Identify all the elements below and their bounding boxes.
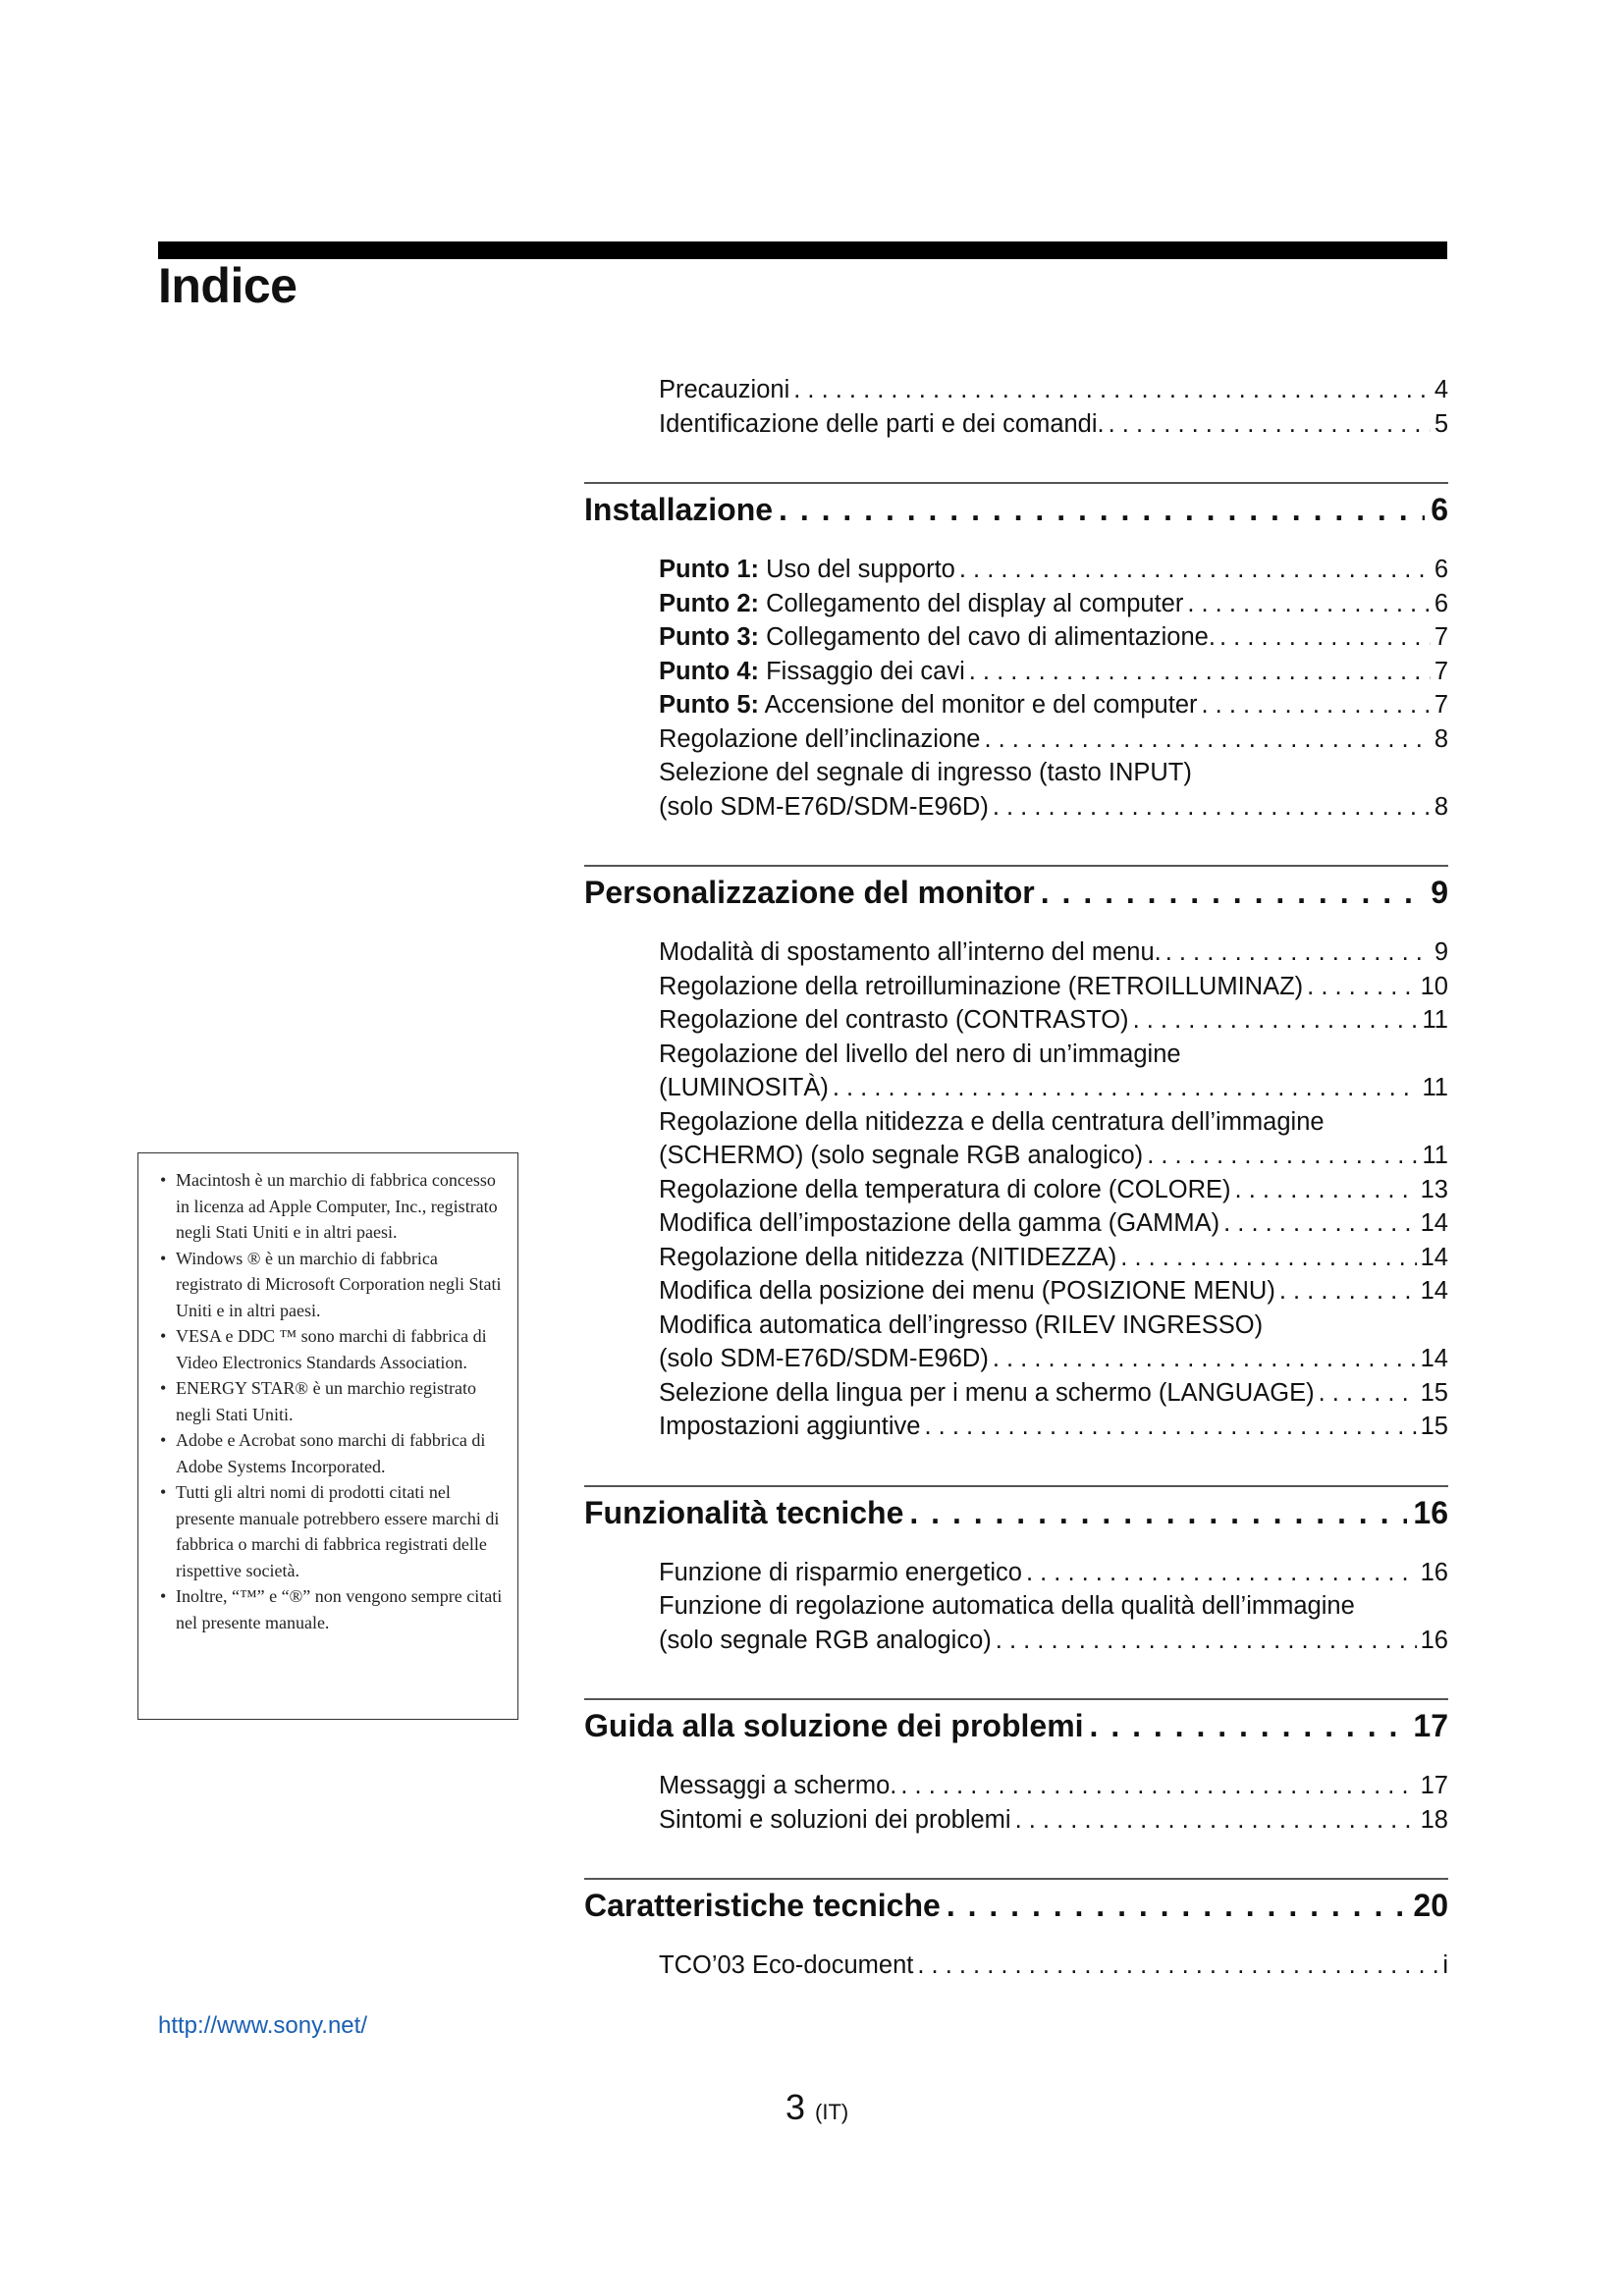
toc-entry-title bbox=[659, 1173, 1231, 1207]
section-rule bbox=[584, 482, 1448, 484]
toc-entry-title bbox=[659, 655, 965, 689]
section-page: 9 bbox=[1431, 875, 1448, 910]
toc-entry-page: 13 bbox=[1420, 1175, 1448, 1203]
table-of-contents bbox=[584, 373, 1448, 1983]
toc-entry-text: Modalità di spostamento all’interno del menu. bbox=[659, 938, 1162, 966]
toc-entry[interactable] bbox=[659, 1139, 1448, 1173]
toc-entry-text: Selezione della lingua per i menu a schermo (LANGUAGE) bbox=[659, 1378, 1315, 1407]
toc-entry[interactable] bbox=[659, 373, 1448, 407]
toc-entry[interactable] bbox=[659, 1173, 1448, 1207]
toc-entry-page: 16 bbox=[1420, 1626, 1448, 1654]
section-rule bbox=[584, 1485, 1448, 1487]
toc-entry-text: Regolazione della retroilluminazione (RETROILLUMINAZ) bbox=[659, 972, 1304, 1000]
toc-entry-page: 14 bbox=[1420, 1209, 1448, 1237]
toc-section bbox=[584, 1485, 1448, 1658]
toc-entry-page: 6 bbox=[1434, 589, 1448, 617]
toc-entry-title bbox=[659, 1592, 1355, 1620]
toc-leader-dots bbox=[917, 1949, 1438, 1983]
toc-section-heading[interactable] bbox=[584, 871, 1448, 914]
toc-entry-text: Funzione di regolazione automatica della qualità dell’immagine bbox=[659, 1592, 1355, 1620]
toc-leader-dots bbox=[959, 553, 1431, 587]
toc-leader-dots bbox=[1307, 970, 1416, 1004]
toc-entry-text: (solo SDM-E76D/SDM-E96D) bbox=[659, 792, 989, 821]
toc-entry-page: 17 bbox=[1420, 1772, 1448, 1799]
toc-entry-title bbox=[659, 1342, 989, 1376]
section-rule bbox=[584, 865, 1448, 867]
toc-entry-page: 15 bbox=[1420, 1378, 1448, 1407]
toc-entry[interactable] bbox=[659, 1003, 1448, 1038]
toc-entry-page: 8 bbox=[1434, 724, 1448, 753]
toc-leader-dots bbox=[947, 1884, 1408, 1927]
section-title: Guida alla soluzione dei problemi bbox=[584, 1708, 1084, 1743]
toc-entry-text: Collegamento del cavo di alimentazione. bbox=[759, 623, 1216, 651]
toc-entry-title bbox=[659, 1376, 1315, 1411]
toc-entry-title bbox=[659, 587, 1183, 621]
toc-entry[interactable] bbox=[659, 756, 1448, 790]
toc-entry-page: i bbox=[1442, 1951, 1448, 1979]
toc-entry[interactable] bbox=[659, 407, 1448, 442]
toc-entry[interactable] bbox=[659, 1206, 1448, 1241]
toc-leader-dots bbox=[1235, 1173, 1417, 1207]
toc-entry-title bbox=[659, 1949, 913, 1983]
toc-entry-step: Punto 2: bbox=[659, 589, 759, 617]
toc-section-heading[interactable] bbox=[584, 488, 1448, 531]
toc-entry-text: Collegamento del display al computer bbox=[759, 589, 1184, 617]
toc-entry-step: Punto 4: bbox=[659, 657, 759, 685]
toc-entry-text: Selezione del segnale di ingresso (tasto INPUT) bbox=[659, 759, 1192, 786]
sony-url-link[interactable]: http://www.sony.net/ bbox=[158, 2012, 367, 2039]
trademark-item: • Macintosh è un marchio di fabbrica concesso in licenza ad Apple Computer, Inc., registrato negli Stati Uniti e in altri paesi. bbox=[156, 1167, 504, 1246]
page-title: Indice bbox=[158, 258, 298, 313]
toc-leader-dots bbox=[996, 1624, 1417, 1658]
toc-entry[interactable] bbox=[659, 1038, 1448, 1072]
toc-leader-dots bbox=[1090, 1704, 1408, 1747]
toc-entry-text: Precauzioni bbox=[659, 376, 790, 403]
toc-entry[interactable] bbox=[659, 790, 1448, 825]
toc-entry-text: Regolazione della temperatura di colore (COLORE) bbox=[659, 1175, 1231, 1203]
toc-entry-text: Modifica automatica dell’ingresso (RILEV INGRESSO) bbox=[659, 1310, 1264, 1339]
trademark-item: • VESA e DDC ™ sono marchi di fabbrica di Video Electronics Standards Association. bbox=[156, 1323, 504, 1375]
toc-leader-dots bbox=[1041, 871, 1425, 914]
toc-leader-dots bbox=[1202, 688, 1431, 722]
toc-entry-page: 7 bbox=[1434, 691, 1448, 719]
toc-entry-title bbox=[659, 722, 980, 757]
section-page: 6 bbox=[1431, 492, 1448, 527]
toc-entry-page: 5 bbox=[1434, 409, 1448, 438]
toc-entry-text: Modifica dell’impostazione della gamma (GAMMA) bbox=[659, 1209, 1220, 1237]
toc-entry-page: 18 bbox=[1420, 1805, 1448, 1834]
toc-entry[interactable] bbox=[659, 1410, 1448, 1444]
toc-entry-text: Regolazione della nitidezza e della centratura dell’immagine bbox=[659, 1107, 1325, 1136]
toc-section-heading[interactable] bbox=[584, 1704, 1448, 1747]
section-rule bbox=[584, 1698, 1448, 1700]
toc-entry-text: Uso del supporto bbox=[759, 556, 955, 583]
toc-leader-dots bbox=[993, 1342, 1417, 1376]
section-page: 16 bbox=[1413, 1494, 1448, 1530]
toc-leader-dots bbox=[1219, 620, 1431, 655]
toc-entry-text: Impostazioni aggiuntive bbox=[659, 1413, 921, 1440]
trademark-notice bbox=[137, 1152, 518, 1720]
toc-entry-page: 10 bbox=[1420, 972, 1448, 1000]
toc-entry-page: 6 bbox=[1434, 556, 1448, 583]
toc-leader-dots bbox=[1015, 1803, 1417, 1838]
toc-entry-title bbox=[659, 1769, 896, 1803]
toc-entry-title bbox=[659, 1071, 829, 1105]
toc-entry-text: TCO’03 Eco-document bbox=[659, 1951, 914, 1979]
toc-entry[interactable] bbox=[659, 1803, 1448, 1838]
section-page: 20 bbox=[1413, 1888, 1448, 1923]
toc-entry-step: Punto 5: bbox=[659, 691, 759, 719]
toc-leader-dots bbox=[1109, 407, 1431, 442]
toc-entry-title bbox=[659, 373, 789, 407]
toc-entry-text: Fissaggio dei cavi bbox=[759, 657, 965, 685]
toc-entry[interactable] bbox=[659, 1949, 1448, 1983]
toc-entry-text: Funzione di risparmio energetico bbox=[659, 1558, 1022, 1586]
toc-entry-title bbox=[659, 1311, 1263, 1339]
toc-entry-step: Punto 1: bbox=[659, 556, 759, 583]
section-title: Installazione bbox=[584, 492, 774, 527]
trademark-item: • ENERGY STAR® è un marchio registrato negli Stati Uniti. bbox=[156, 1375, 504, 1427]
toc-leader-dots bbox=[969, 655, 1431, 689]
toc-entry-page: 15 bbox=[1420, 1413, 1448, 1440]
toc-entry-page: 11 bbox=[1422, 1006, 1448, 1034]
toc-leader-dots bbox=[779, 488, 1425, 531]
toc-leader-dots bbox=[984, 722, 1430, 757]
toc-leader-dots bbox=[833, 1071, 1419, 1105]
toc-entry-page: 8 bbox=[1434, 792, 1448, 821]
toc-entry-title bbox=[659, 970, 1303, 1004]
toc-entry-title bbox=[659, 1556, 1022, 1590]
toc-leader-dots bbox=[1026, 1556, 1417, 1590]
toc-entry[interactable] bbox=[659, 587, 1448, 621]
toc-entry-text: Regolazione della nitidezza (NITIDEZZA) bbox=[659, 1243, 1117, 1271]
toc-entry-text: Regolazione del contrasto (CONTRASTO) bbox=[659, 1006, 1129, 1034]
toc-entry-page: 7 bbox=[1434, 623, 1448, 651]
toc-entry-title bbox=[659, 553, 955, 587]
toc-entry-text: Modifica della posizione dei menu (POSIZIONE MENU) bbox=[659, 1277, 1275, 1305]
toc-entry[interactable] bbox=[659, 1376, 1448, 1411]
toc-section-heading[interactable] bbox=[584, 1884, 1448, 1927]
toc-entry-title bbox=[659, 1410, 921, 1444]
section-page: 17 bbox=[1413, 1708, 1448, 1743]
section-title: Funzionalità tecniche bbox=[584, 1494, 904, 1530]
toc-entry[interactable] bbox=[659, 1589, 1448, 1624]
toc-leader-dots bbox=[1187, 587, 1430, 621]
toc-entry[interactable] bbox=[659, 1769, 1448, 1803]
trademark-item: • Windows ® è un marchio di fabbrica registrato di Microsoft Corporation negli Stati Uniti e in altri paesi. bbox=[156, 1246, 504, 1324]
toc-entry[interactable] bbox=[659, 1342, 1448, 1376]
page-number bbox=[785, 2087, 848, 2128]
toc-entry-page: 7 bbox=[1434, 657, 1448, 685]
toc-entry-title bbox=[659, 1274, 1275, 1308]
toc-leader-dots bbox=[993, 790, 1431, 825]
trademark-item: • Adobe e Acrobat sono marchi di fabbrica di Adobe Systems Incorporated. bbox=[156, 1427, 504, 1479]
toc-entry[interactable] bbox=[659, 620, 1448, 655]
toc-entry-page: 14 bbox=[1420, 1277, 1448, 1305]
toc-entry-text: Identificazione delle parti e dei comandi. bbox=[659, 409, 1105, 438]
toc-leader-dots bbox=[1165, 935, 1431, 970]
toc-entry-title bbox=[659, 935, 1162, 970]
toc-entry-page: 14 bbox=[1420, 1243, 1448, 1271]
toc-entry[interactable] bbox=[659, 1071, 1448, 1105]
toc-entry-text: Regolazione dell’inclinazione bbox=[659, 724, 981, 753]
page-number-value: 3 bbox=[785, 2087, 806, 2127]
toc-leader-dots bbox=[909, 1491, 1407, 1534]
toc-leader-dots bbox=[1120, 1241, 1416, 1275]
trademark-list bbox=[156, 1167, 504, 1635]
toc-entry-page: 11 bbox=[1422, 1142, 1448, 1169]
toc-entry-text: (solo SDM-E76D/SDM-E96D) bbox=[659, 1345, 989, 1372]
toc-entry-title bbox=[659, 1003, 1129, 1038]
toc-entry-title bbox=[659, 1624, 992, 1658]
toc-entry[interactable] bbox=[659, 1308, 1448, 1343]
toc-leader-dots bbox=[1147, 1139, 1418, 1173]
toc-leader-dots bbox=[1133, 1003, 1419, 1038]
toc-entry[interactable] bbox=[659, 1105, 1448, 1140]
toc-entry[interactable] bbox=[659, 970, 1448, 1004]
toc-entry-page: 16 bbox=[1420, 1558, 1448, 1586]
toc-entry-text: Messaggi a schermo. bbox=[659, 1772, 897, 1799]
toc-entry-title bbox=[659, 1139, 1143, 1173]
toc-entry-title bbox=[659, 759, 1192, 786]
toc-entry[interactable] bbox=[659, 1624, 1448, 1658]
toc-entry-text: (SCHERMO) (solo segnale RGB analogico) bbox=[659, 1142, 1144, 1169]
toc-entry[interactable] bbox=[659, 655, 1448, 689]
toc-entry-title bbox=[659, 1803, 1011, 1838]
toc-entry-title bbox=[659, 620, 1216, 655]
toc-entry-title bbox=[659, 1108, 1325, 1136]
toc-entry-title bbox=[659, 1206, 1219, 1241]
toc-section bbox=[584, 865, 1448, 1444]
toc-section-heading[interactable] bbox=[584, 1491, 1448, 1534]
toc-entry-text: Sintomi e soluzioni dei problemi bbox=[659, 1805, 1011, 1834]
toc-entry[interactable] bbox=[659, 688, 1448, 722]
trademark-item: • Inoltre, “™” e “®” non vengono sempre citati nel presente manuale. bbox=[156, 1583, 504, 1635]
toc-leader-dots bbox=[1279, 1274, 1417, 1308]
toc-leader-dots bbox=[900, 1769, 1416, 1803]
toc-leader-dots bbox=[925, 1410, 1417, 1444]
toc-entry-page: 14 bbox=[1420, 1345, 1448, 1372]
toc-section bbox=[584, 482, 1448, 824]
toc-entry-page: 4 bbox=[1434, 376, 1448, 403]
toc-section bbox=[584, 1698, 1448, 1837]
toc-leader-dots bbox=[793, 373, 1431, 407]
toc-entry[interactable] bbox=[659, 1556, 1448, 1590]
toc-entry[interactable] bbox=[659, 1274, 1448, 1308]
toc-entry[interactable] bbox=[659, 1241, 1448, 1275]
section-title: Personalizzazione del monitor bbox=[584, 875, 1035, 910]
page-number-suffix: (IT) bbox=[815, 2100, 849, 2124]
toc-entry-title bbox=[659, 688, 1198, 722]
toc-entry-page: 9 bbox=[1434, 938, 1448, 966]
section-rule bbox=[584, 1878, 1448, 1880]
toc-entry[interactable] bbox=[659, 722, 1448, 757]
toc-leader-dots bbox=[1319, 1376, 1417, 1411]
toc-entry-text: Accensione del monitor e del computer bbox=[759, 691, 1198, 719]
title-rule bbox=[158, 241, 1447, 259]
toc-entry-title bbox=[659, 1041, 1181, 1068]
toc-entry-title bbox=[659, 790, 989, 825]
toc-entry-text: (solo segnale RGB analogico) bbox=[659, 1626, 992, 1654]
toc-section bbox=[584, 1878, 1448, 1983]
section-title: Caratteristiche tecniche bbox=[584, 1888, 941, 1923]
toc-entry-text: Regolazione del livello del nero di un’immagine bbox=[659, 1040, 1181, 1068]
toc-entry-step: Punto 3: bbox=[659, 623, 759, 651]
toc-entry[interactable] bbox=[659, 935, 1448, 970]
toc-entry-title bbox=[659, 407, 1105, 442]
toc-entry-page: 11 bbox=[1422, 1074, 1448, 1101]
trademark-item: • Tutti gli altri nomi di prodotti citati nel presente manuale potrebbero essere marchi di fabbrica o marchi di fabbrica registrati delle rispettive società. bbox=[156, 1479, 504, 1583]
toc-entry-text: (LUMINOSITÀ) bbox=[659, 1074, 829, 1101]
toc-leader-dots bbox=[1223, 1206, 1417, 1241]
toc-entry-title bbox=[659, 1241, 1116, 1275]
toc-entry[interactable] bbox=[659, 553, 1448, 587]
